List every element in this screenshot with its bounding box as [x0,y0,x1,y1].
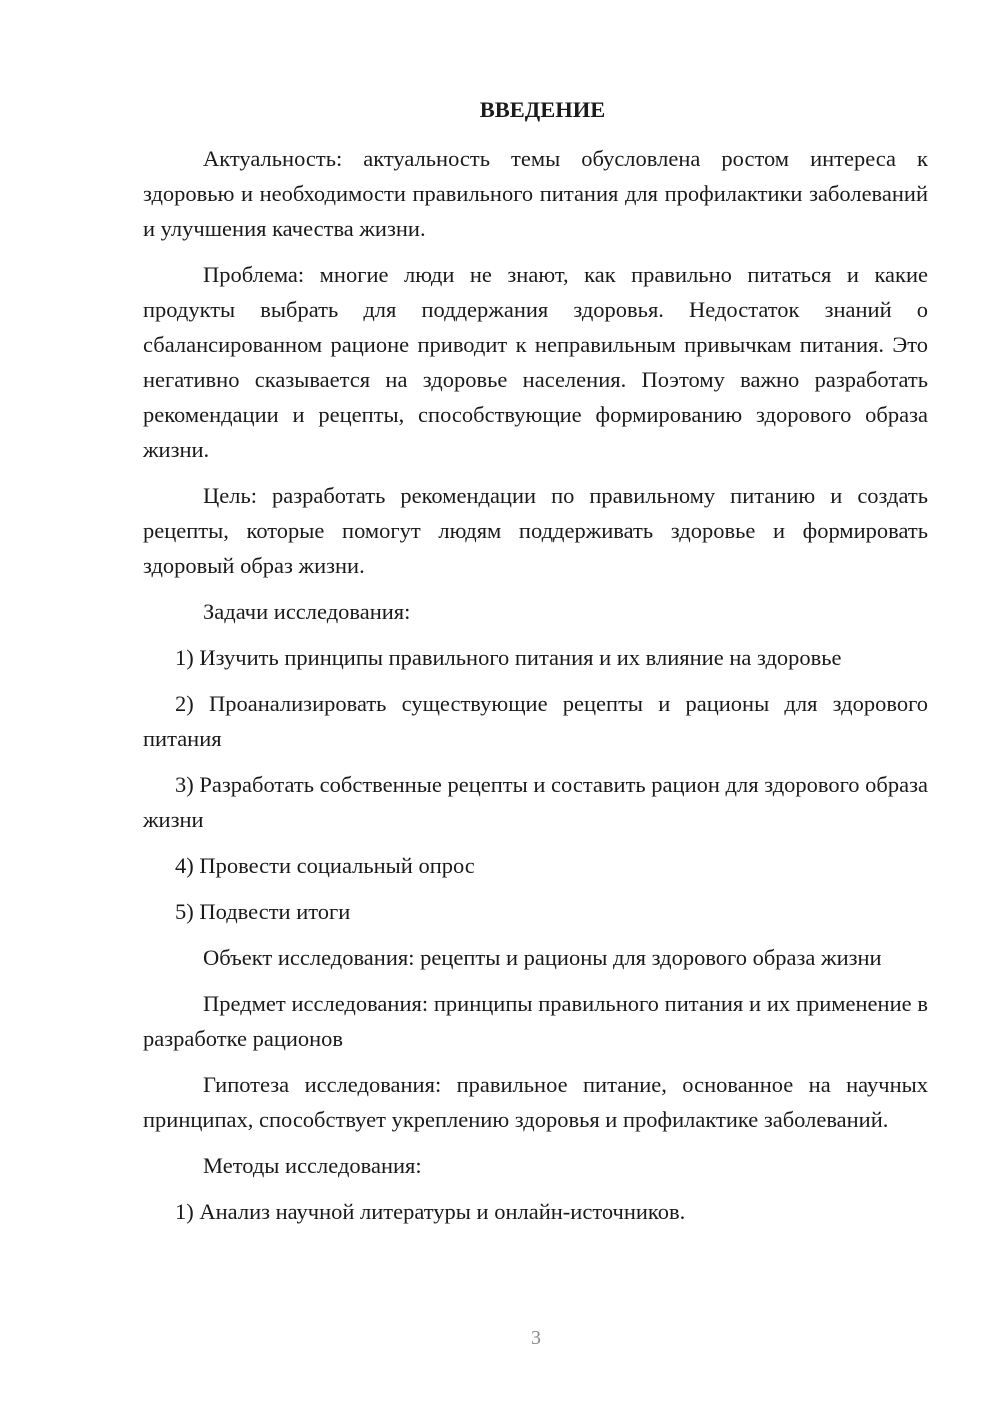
relevance-paragraph: Актуальность: актуальность темы обусловлена ростом интереса к здоровью и необходимости правильного питания для профилактики заболеваний и улучшения качества жизни. [143,146,928,241]
object-paragraph: Объект исследования: рецепты и рационы для здорового образа жизни [203,945,882,970]
tasks-heading: Задачи исследования: [203,599,411,624]
task-item: 3) Разработать собственные рецепты и составить рацион для здорового образа жизни [143,772,928,832]
document-page [143,92,928,1240]
subject-paragraph: Предмет исследования: принципы правильного питания и их применение в разработке рационов [143,991,928,1051]
goal-paragraph: Цель: разработать рекомендации по правильному питанию и создать рецепты, которые помогут людям поддерживать здоровье и формировать здоровый образ жизни. [143,483,928,578]
task-item: 2) Проанализировать существующие рецепты и рационы для здорового питания [143,691,928,751]
task-item: 5) Подвести итоги [175,899,351,924]
method-item: 1) Анализ научной литературы и онлайн-источников. [175,1199,686,1224]
hypothesis-paragraph: Гипотеза исследования: правильное питание, основанное на научных принципах, способствует укреплению здоровья и профилактике заболеваний. [143,1072,928,1132]
problem-paragraph: Проблема: многие люди не знают, как правильно питаться и какие продукты выбрать для поддержания здоровья. Недостаток знаний о сбалансированном рационе приводит к неправильным привычкам питания. Это негативно сказывается на здоровье населения. Поэтому важно разработать рекомендации и рецепты, способствующие формированию здорового образа жизни. [143,262,928,462]
methods-heading: Методы исследования: [203,1153,422,1178]
section-title: ВВЕДЕНИЕ [479,97,606,122]
task-item: 1) Изучить принципы правильного питания и их влияние на здоровье [175,645,842,670]
page-number: 3 [531,1327,541,1349]
task-item: 4) Провести социальный опрос [175,853,475,878]
